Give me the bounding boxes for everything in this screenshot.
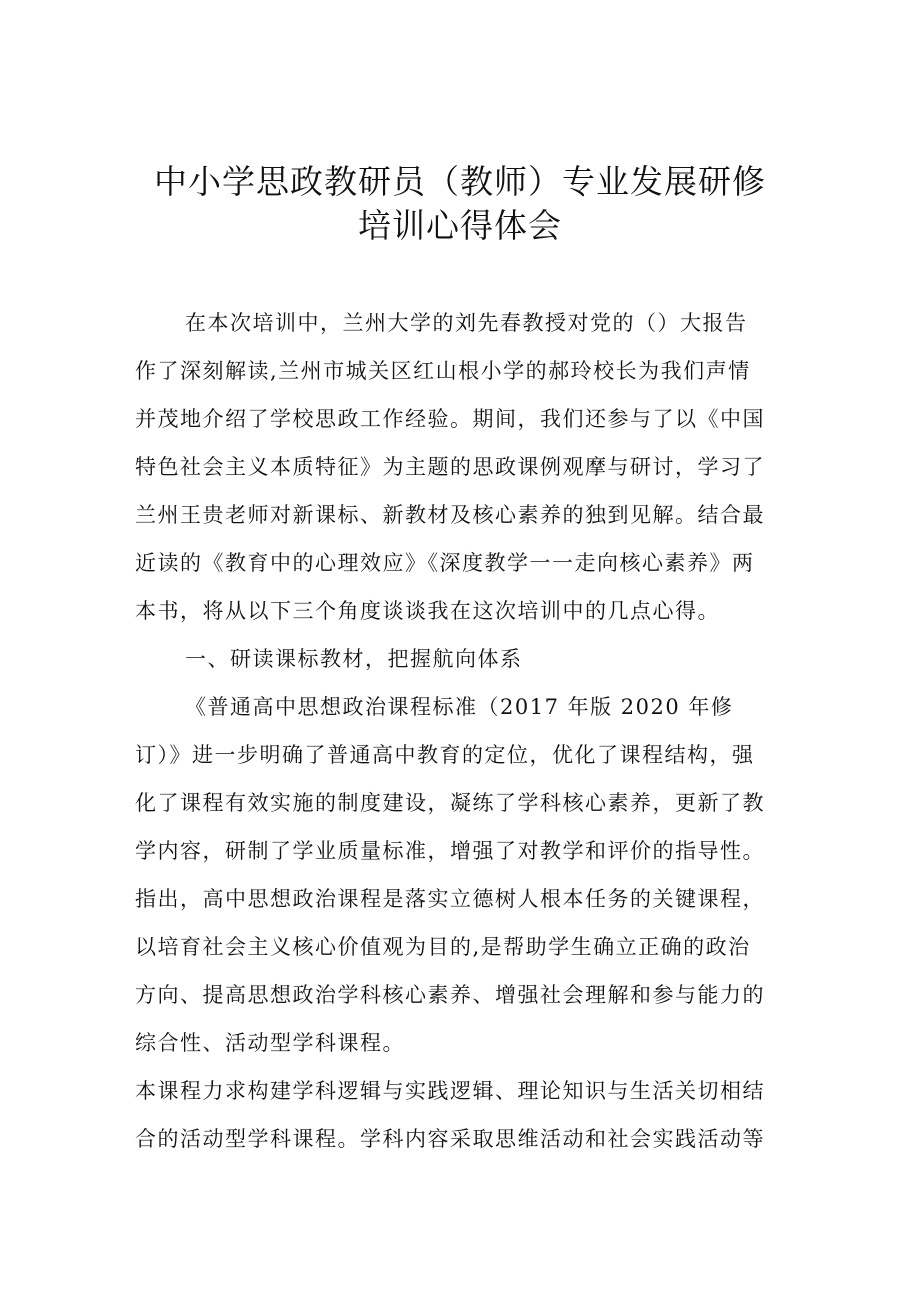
paragraph-line: 综合性、活动型学科课程。 — [135, 1031, 405, 1055]
paragraph-line: 近读的《教育中的心理效应》《深度教学一一走向核心素养》两 — [135, 551, 755, 575]
paragraph-line: 特色社会主义本质特征》为主题的思政课例观摩与研讨，学习了 — [135, 455, 765, 479]
document-title-line-1: 中小学思政教研员（教师）专业发展研修 — [154, 162, 766, 201]
paragraph-line: 订）》进一步明确了普通高中教育的定位，优化了课程结构，强 — [135, 743, 755, 767]
paragraph-line: 化了课程有效实施的制度建设，凝练了学科核心素养，更新了教 — [135, 791, 765, 815]
paragraph-line: 兰州王贵老师对新课标、新教材及核心素养的独到见解。结合最 — [135, 503, 765, 527]
paragraph-line: 方向、提高思想政治学科核心素养、增强社会理解和参与能力的 — [135, 983, 765, 1007]
paragraph-line: 《普通高中思想政治课程标准（2017 年版 2020 年修 — [185, 695, 734, 719]
paragraph-line: 学内容，研制了学业质量标准，增强了对教学和评价的指导性。 — [135, 839, 765, 863]
paragraph-line: 指出，高中思想政治课程是落实立德树人根本任务的关键课程， — [135, 887, 765, 911]
paragraph-line: 本课程力求构建学科逻辑与实践逻辑、理论知识与生活关切相结 — [135, 1079, 765, 1103]
paragraph-line: 在本次培训中，兰州大学的刘先春教授对党的（）大报告 — [185, 311, 748, 335]
section-heading: 一、研读课标教材，把握航向体系 — [185, 647, 523, 671]
paragraph-line: 作了深刻解读,兰州市城关区红山根小学的郝玲校长为我们声情 — [135, 359, 751, 383]
paragraph-line: 并茂地介绍了学校思政工作经验。期间，我们还参与了以《中国 — [135, 407, 765, 431]
document-title-line-2: 培训心得体会 — [358, 206, 562, 245]
paragraph-line: 本书，将从以下三个角度谈谈我在这次培训中的几点心得。 — [135, 599, 720, 623]
paragraph-line: 合的活动型学科课程。学科内容采取思维活动和社会实践活动等 — [135, 1127, 765, 1151]
paragraph-line: 以培育社会主义核心价值观为目的,是帮助学生确立正确的政治 — [135, 935, 751, 959]
